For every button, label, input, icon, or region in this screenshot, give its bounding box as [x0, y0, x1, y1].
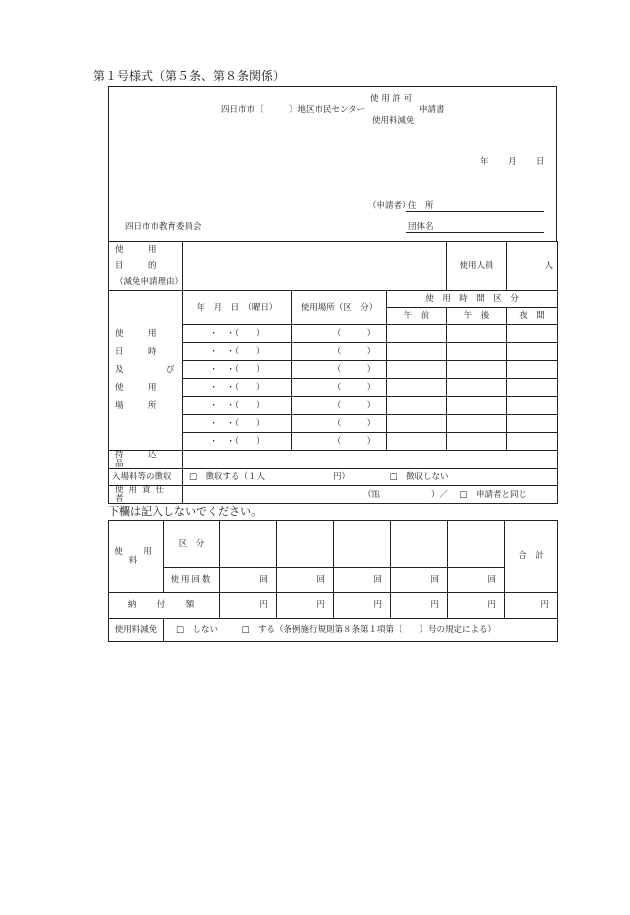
date-cell[interactable]: ・ ・（ ） — [183, 397, 292, 415]
afternoon-cell[interactable] — [447, 379, 507, 397]
same-as-applicant-checkbox[interactable]: □ 申請者と同じ — [459, 489, 527, 500]
morning-cell[interactable] — [387, 361, 447, 379]
collect-checkbox[interactable]: □ 徴収する（１人 円） — [189, 472, 351, 483]
address-label: 住 所 — [408, 201, 434, 211]
col-date: 年 月 日 （曜日） — [183, 291, 292, 325]
slot-afternoon: 午 後 — [447, 308, 507, 325]
purpose-field[interactable] — [183, 242, 447, 291]
col-time: 使 用 時 間 区 分 — [387, 291, 558, 308]
afternoon-cell[interactable] — [447, 397, 507, 415]
org-label: 団体名 — [408, 222, 434, 232]
night-cell[interactable] — [507, 379, 558, 397]
count-cell[interactable]: 回 — [448, 568, 505, 593]
paid-cell[interactable]: 円 — [220, 593, 277, 619]
schedule-side-line-2: 及 び — [115, 365, 175, 375]
purpose-label-main: 使 用 目 的 — [115, 245, 182, 272]
place-cell[interactable]: （ ） — [292, 397, 387, 415]
reduction-field — [164, 619, 558, 642]
paid-label: 納 付 額 — [109, 593, 220, 619]
slot-night: 夜 間 — [507, 308, 558, 325]
night-cell[interactable] — [507, 415, 558, 433]
date-cell[interactable]: ・ ・（ ） — [183, 415, 292, 433]
morning-cell[interactable] — [387, 325, 447, 343]
category-cell[interactable] — [448, 521, 505, 568]
date-cell[interactable]: ・ ・（ ） — [183, 379, 292, 397]
morning-cell[interactable] — [387, 379, 447, 397]
schedule-side-label — [109, 291, 183, 451]
users-label: 使用人員 — [447, 242, 507, 291]
date-cell[interactable]: ・ ・（ ） — [183, 343, 292, 361]
night-cell[interactable] — [507, 325, 558, 343]
items-field[interactable] — [183, 451, 558, 469]
application-table — [108, 241, 558, 504]
reduction-yes-checkbox[interactable]: □ する（条例施行規則第８条第１項第〔 〕号の規定による） — [241, 624, 496, 635]
users-field[interactable] — [507, 242, 558, 291]
date-year: 年 — [480, 157, 489, 167]
category-label: 区 分 — [164, 521, 220, 568]
schedule-side-line-3: 使 用 場 所 — [115, 382, 182, 411]
schedule-side-line-1: 使 用 日 時 — [115, 329, 182, 358]
morning-cell[interactable] — [387, 343, 447, 361]
night-cell[interactable] — [507, 397, 558, 415]
recipient: 四日市市教育委員会 — [125, 222, 202, 232]
place-cell[interactable]: （ ） — [292, 361, 387, 379]
form-number: 第１号様式（第５条、第８条関係） — [93, 69, 286, 83]
permit-line: 使 用 許 可 — [370, 94, 413, 104]
count-cell[interactable]: 回 — [391, 568, 448, 593]
office-table — [108, 520, 558, 642]
place-cell[interactable]: （ ） — [292, 415, 387, 433]
count-cell[interactable]: 回 — [277, 568, 334, 593]
paid-cell[interactable]: 円 — [277, 593, 334, 619]
users-unit: 人 — [544, 260, 554, 271]
night-cell[interactable] — [507, 343, 558, 361]
total-label: 合 計 — [505, 521, 558, 593]
category-cell[interactable] — [391, 521, 448, 568]
morning-cell[interactable] — [387, 397, 447, 415]
col-place: 使用場所（区 分） — [292, 291, 387, 325]
paid-cell[interactable]: 円 — [448, 593, 505, 619]
fee-collect-field — [183, 469, 558, 486]
manager-tel: （℡ ）／ — [363, 489, 449, 500]
place-cell[interactable]: （ ） — [292, 433, 387, 451]
reduction-line: 使用料減免 — [372, 116, 415, 126]
afternoon-cell[interactable] — [447, 361, 507, 379]
reduction-label: 使用料減免 — [109, 619, 164, 642]
fee-collect-label: 入場料等の徴収 — [109, 469, 183, 486]
date-cell[interactable]: ・ ・（ ） — [183, 325, 292, 343]
morning-cell[interactable] — [387, 415, 447, 433]
purpose-label — [109, 242, 183, 291]
place-cell[interactable]: （ ） — [292, 379, 387, 397]
category-cell[interactable] — [334, 521, 391, 568]
count-cell[interactable]: 回 — [220, 568, 277, 593]
date-cell[interactable]: ・ ・（ ） — [183, 433, 292, 451]
date-cell[interactable]: ・ ・（ ） — [183, 361, 292, 379]
reduction-no-checkbox[interactable]: □ しない — [176, 624, 219, 635]
category-cell[interactable] — [220, 521, 277, 568]
purpose-label-sub: （減免申請理由） — [115, 277, 184, 288]
afternoon-cell[interactable] — [447, 343, 507, 361]
fee-label: 使 用 料 — [109, 521, 164, 593]
afternoon-cell[interactable] — [447, 433, 507, 451]
count-cell[interactable]: 回 — [334, 568, 391, 593]
date-day: 日 — [536, 157, 545, 167]
manager-field[interactable] — [183, 486, 558, 504]
morning-cell[interactable] — [387, 433, 447, 451]
category-cell[interactable] — [277, 521, 334, 568]
place-cell[interactable]: （ ） — [292, 325, 387, 343]
night-cell[interactable] — [507, 433, 558, 451]
place-cell[interactable]: （ ） — [292, 343, 387, 361]
count-label: 使用回数 — [164, 568, 220, 593]
night-cell[interactable] — [507, 361, 558, 379]
center-line: 四日市市〔 〕地区市民センター — [221, 105, 366, 115]
paid-total-cell[interactable]: 円 — [505, 593, 558, 619]
office-note: 下欄は記入しないでください。 — [108, 505, 262, 518]
address-field[interactable] — [406, 211, 544, 212]
date-month: 月 — [508, 157, 517, 167]
applicant-label: （申請者） — [368, 201, 411, 211]
items-label: 持 込 品 — [109, 451, 183, 469]
afternoon-cell[interactable] — [447, 415, 507, 433]
apply-label: 申請書 — [419, 105, 445, 115]
manager-label: 使用責任者 — [109, 486, 183, 504]
paid-cell[interactable]: 円 — [391, 593, 448, 619]
not-collect-checkbox[interactable]: □ 徴収しない — [389, 472, 449, 483]
org-field[interactable] — [406, 232, 544, 233]
afternoon-cell[interactable] — [447, 325, 507, 343]
slot-morning: 午 前 — [387, 308, 447, 325]
paid-cell[interactable]: 円 — [334, 593, 391, 619]
